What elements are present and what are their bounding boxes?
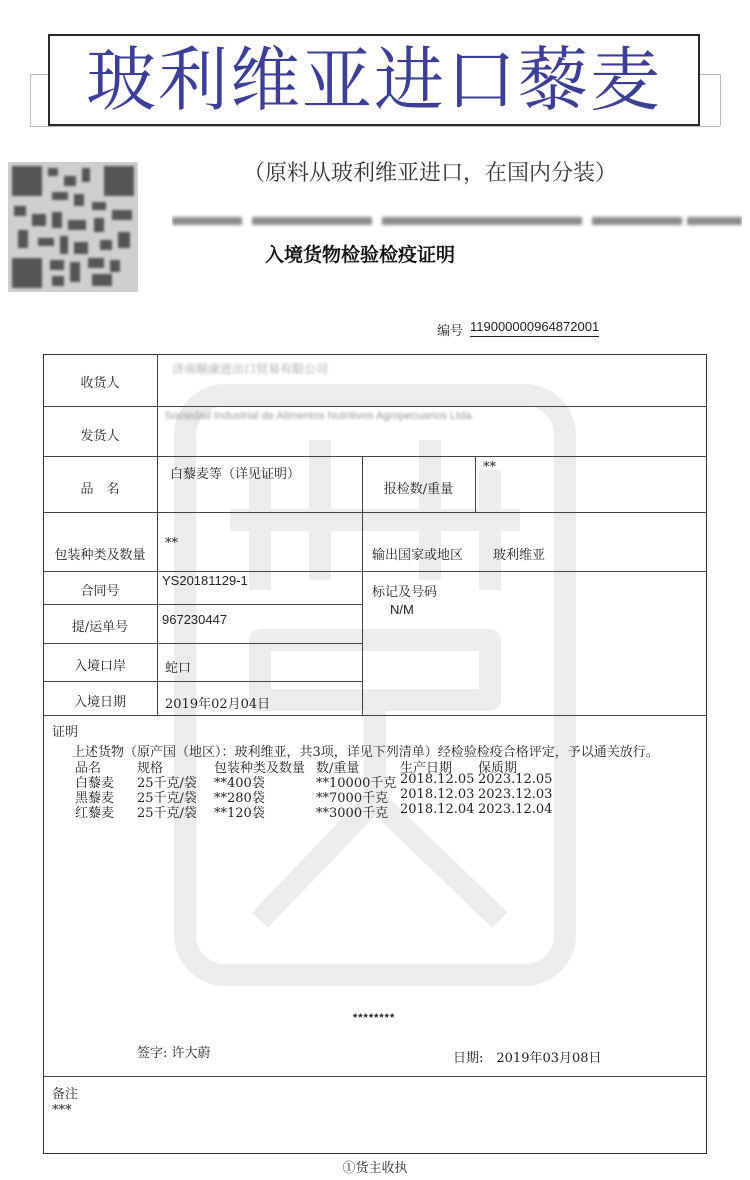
entry-date-label: 入境日期 — [73, 695, 126, 710]
banner-title: 玻利维亚进口藜麦 — [86, 39, 662, 121]
contract-label: 合同号 — [80, 584, 120, 599]
remarks-label: 备注 — [52, 1087, 79, 1102]
marks-value: N/M — [390, 602, 414, 617]
declared-qty-value: ** — [483, 460, 496, 475]
certificate-table-cell: **120袋 — [214, 806, 265, 821]
subtitle: （原料从玻利维亚进口，在国内分装） — [242, 161, 617, 186]
bill-label: 提/运单号 — [71, 620, 129, 635]
footer-note: ①货主收执 — [342, 1161, 408, 1176]
bill-value: 967230447 — [162, 612, 228, 627]
certificate-column-header: 规格 — [137, 761, 164, 776]
declared-qty-label: 报检数/重量 — [383, 482, 454, 497]
row-divider — [43, 456, 707, 457]
banner — [48, 34, 700, 126]
certificate-table-cell: 25千克/袋 — [137, 806, 197, 821]
row-divider — [43, 406, 707, 407]
package-label: 包装种类及数量 — [54, 548, 146, 563]
certificate-table-cell: 2018.12.03 — [400, 787, 475, 802]
signature: 签字: 许大蔚 — [137, 1046, 211, 1061]
consignor-label: 发货人 — [80, 429, 120, 444]
certificate-table-cell: 2018.12.04 — [400, 802, 475, 817]
origin-value: 玻利维亚 — [493, 548, 546, 563]
certificate-table-cell: 2023.12.05 — [478, 772, 553, 787]
certificate-table-cell: 红藜麦 — [75, 806, 115, 821]
row-divider — [43, 571, 707, 572]
certificate-stars: ******** — [353, 1012, 396, 1024]
row-divider — [43, 604, 362, 605]
column-divider — [475, 456, 476, 512]
row-divider — [43, 512, 707, 513]
certificate-table-cell: 25千克/袋 — [137, 776, 197, 791]
origin-label: 输出国家或地区 — [372, 548, 464, 563]
certificate-statement: 上述货物（原产国（地区）：玻利维亚，共3项，详见下列清单）经检验检疫合格评定，予以通关放行。 — [72, 745, 659, 760]
entry-date-value: 2019年02月04日 — [165, 697, 271, 712]
certificate-column-header: 数/重量 — [316, 761, 360, 776]
certificate-table-cell: 白藜麦 — [75, 776, 115, 791]
marks-label: 标记及号码 — [372, 585, 438, 600]
blurred-note-line — [172, 214, 742, 228]
certificate-table-cell: 25千克/袋 — [137, 791, 197, 806]
serial-number: 119000000964872001 — [470, 319, 599, 337]
row-divider — [43, 681, 362, 682]
consignee-label: 收货人 — [80, 376, 120, 391]
certificate-table-cell: **7000千克 — [316, 791, 389, 806]
banner-decor-line-bottom — [30, 126, 720, 127]
column-divider — [157, 354, 158, 715]
certificate-table-cell: **10000千克 — [316, 776, 397, 791]
consignee-value: 济南颐康进出口贸易有限公司 — [172, 362, 329, 376]
certificate-column-header: 保质期 — [478, 761, 518, 776]
issue-date: 日期: 2019年03月08日 — [453, 1051, 602, 1066]
remarks-value: *** — [52, 1103, 72, 1118]
port-label: 入境口岸 — [73, 659, 126, 674]
certificate-table-cell: 2018.12.05 — [400, 772, 475, 787]
contract-value: YS20181129-1 — [162, 573, 248, 588]
certificate-table-cell: **3000千克 — [316, 806, 389, 821]
row-divider — [43, 643, 362, 644]
document-title: 入境货物检验检疫证明 — [264, 244, 455, 266]
package-value: ** — [165, 536, 178, 551]
certificate-heading: 证明 — [52, 725, 79, 740]
goods-value: 白藜麦等（详见证明） — [170, 467, 301, 482]
goods-label: 品 名 — [80, 482, 120, 497]
row-divider — [43, 1076, 707, 1077]
certificate-table-cell: 2023.12.04 — [478, 802, 553, 817]
certificate-column-header: 品名 — [75, 761, 102, 776]
certificate-table-cell: 2023.12.03 — [478, 787, 553, 802]
certificate-table-cell: **280袋 — [214, 791, 265, 806]
banner-decor-left — [30, 74, 31, 126]
certificate-table-cell: **400袋 — [214, 776, 265, 791]
qr-code-icon — [8, 162, 138, 292]
banner-decor-right — [720, 74, 721, 126]
certificate-table-cell: 黑藜麦 — [75, 791, 115, 806]
certificate-column-header: 生产日期 — [400, 761, 453, 776]
certificate-column-header: 包装种类及数量 — [214, 761, 306, 776]
port-value: 蛇口 — [165, 661, 192, 676]
row-divider — [43, 715, 707, 716]
consignor-value: Sociedad Industrial de Alimentos Nutritivos Agropecuarios Ltda. — [165, 410, 475, 422]
serial-label: 编号 — [437, 324, 464, 339]
